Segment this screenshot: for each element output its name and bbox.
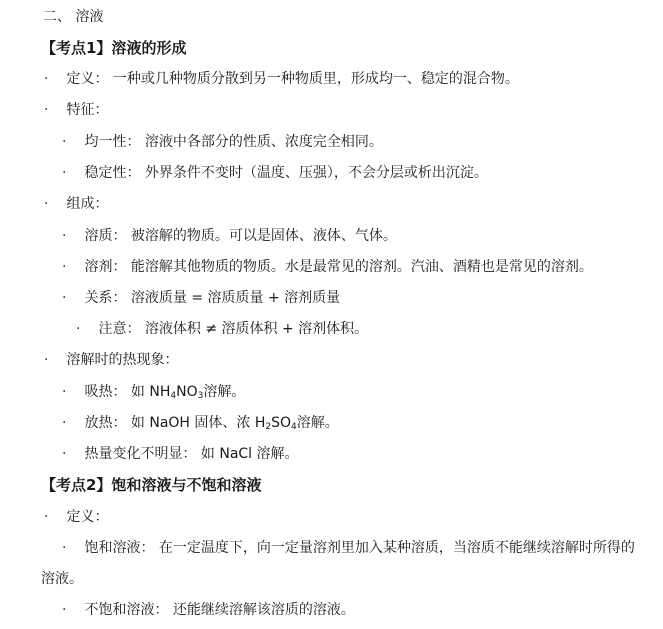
unsaturated-text: 还能继续溶解该溶质的溶液。 — [172, 602, 355, 618]
neutral-text: 如 NaCl 溶解。 — [200, 446, 299, 462]
release-item — [62, 413, 339, 433]
bullet-icon: · — [62, 602, 67, 618]
bullet-icon: · — [62, 540, 67, 556]
absorb-text: 如 $NH_4NO_3$溶解。 — [130, 384, 246, 401]
bullet-icon: · — [62, 446, 67, 462]
saturated-item — [62, 538, 635, 558]
bullet-icon: · — [62, 165, 67, 181]
heat-item — [44, 350, 178, 370]
bullet-icon: · — [62, 259, 67, 275]
note-item — [76, 319, 368, 339]
composition-label: 组成： — [66, 196, 109, 212]
definition-item — [44, 69, 519, 89]
absorb-item — [62, 382, 245, 402]
solvent-item — [62, 257, 593, 277]
stable-item — [62, 163, 488, 183]
uniform-text: 溶液中各部分的性质、浓度完全相同。 — [144, 134, 383, 150]
bullet-icon: · — [62, 134, 67, 150]
uniform-item — [62, 132, 383, 152]
unsaturated-item — [62, 600, 355, 620]
absorb-label: 吸热： — [84, 384, 127, 400]
bullet-icon: · — [44, 102, 49, 118]
saturated-text-continued: 溶液。 — [41, 571, 83, 587]
definition2-item — [44, 507, 108, 527]
note-text: 溶液体积 ≠ 溶质体积 + 溶剂体积。 — [144, 321, 369, 337]
bullet-icon: · — [44, 509, 49, 525]
uniform-label: 均一性： — [84, 134, 141, 150]
definition-text: 一种或几种物质分散到另一种物质里，形成均一、稳定的混合物。 — [112, 71, 519, 87]
heat-label: 溶解时的热现象： — [66, 352, 179, 368]
stable-label: 稳定性： — [84, 165, 141, 181]
release-label: 放热： — [84, 415, 127, 431]
neutral-item — [62, 444, 299, 464]
solute-text: 被溶解的物质。可以是固体、液体、气体。 — [130, 228, 397, 244]
definition2-label: 定义： — [66, 509, 109, 525]
relation-label: 关系： — [84, 290, 127, 306]
bullet-icon: · — [62, 290, 67, 306]
section-title: 二、 溶液 — [43, 9, 104, 25]
relation-item — [62, 288, 340, 308]
bullet-icon: · — [62, 415, 67, 431]
features-item — [44, 100, 108, 120]
solvent-label: 溶剂： — [84, 259, 127, 275]
bullet-icon: · — [44, 196, 49, 212]
bullet-icon: · — [62, 384, 67, 400]
saturated-label: 饱和溶液： — [84, 540, 155, 556]
solute-label: 溶质： — [84, 228, 127, 244]
unsaturated-label: 不饱和溶液： — [84, 602, 169, 618]
bullet-icon: · — [62, 228, 67, 244]
solute-item — [62, 226, 397, 246]
point1-heading: 【考点1】溶液的形成 — [41, 39, 187, 57]
bullet-icon: · — [76, 321, 81, 337]
bullet-icon: · — [44, 71, 49, 87]
bullet-icon: · — [44, 352, 49, 368]
solvent-text: 能溶解其他物质的物质。水是最常见的溶剂。汽油、酒精也是常见的溶剂。 — [130, 259, 593, 275]
features-label: 特征： — [66, 102, 109, 118]
definition-label: 定义： — [66, 71, 109, 87]
stable-text: 外界条件不变时（温度、压强），不会分层或析出沉淀。 — [144, 165, 488, 181]
composition-item — [44, 194, 108, 214]
release-text: 如 NaOH 固体、浓 $H_2SO_4$溶解。 — [130, 415, 339, 432]
saturated-text: 在一定温度下，向一定量溶剂里加入某种溶质，当溶质不能继续溶解时所得的 — [158, 540, 635, 556]
point2-heading: 【考点2】饱和溶液与不饱和溶液 — [41, 476, 262, 494]
neutral-label: 热量变化不明显： — [84, 446, 197, 462]
relation-text: 溶液质量 = 溶质质量 + 溶剂质量 — [130, 290, 341, 306]
note-label: 注意： — [98, 321, 141, 337]
